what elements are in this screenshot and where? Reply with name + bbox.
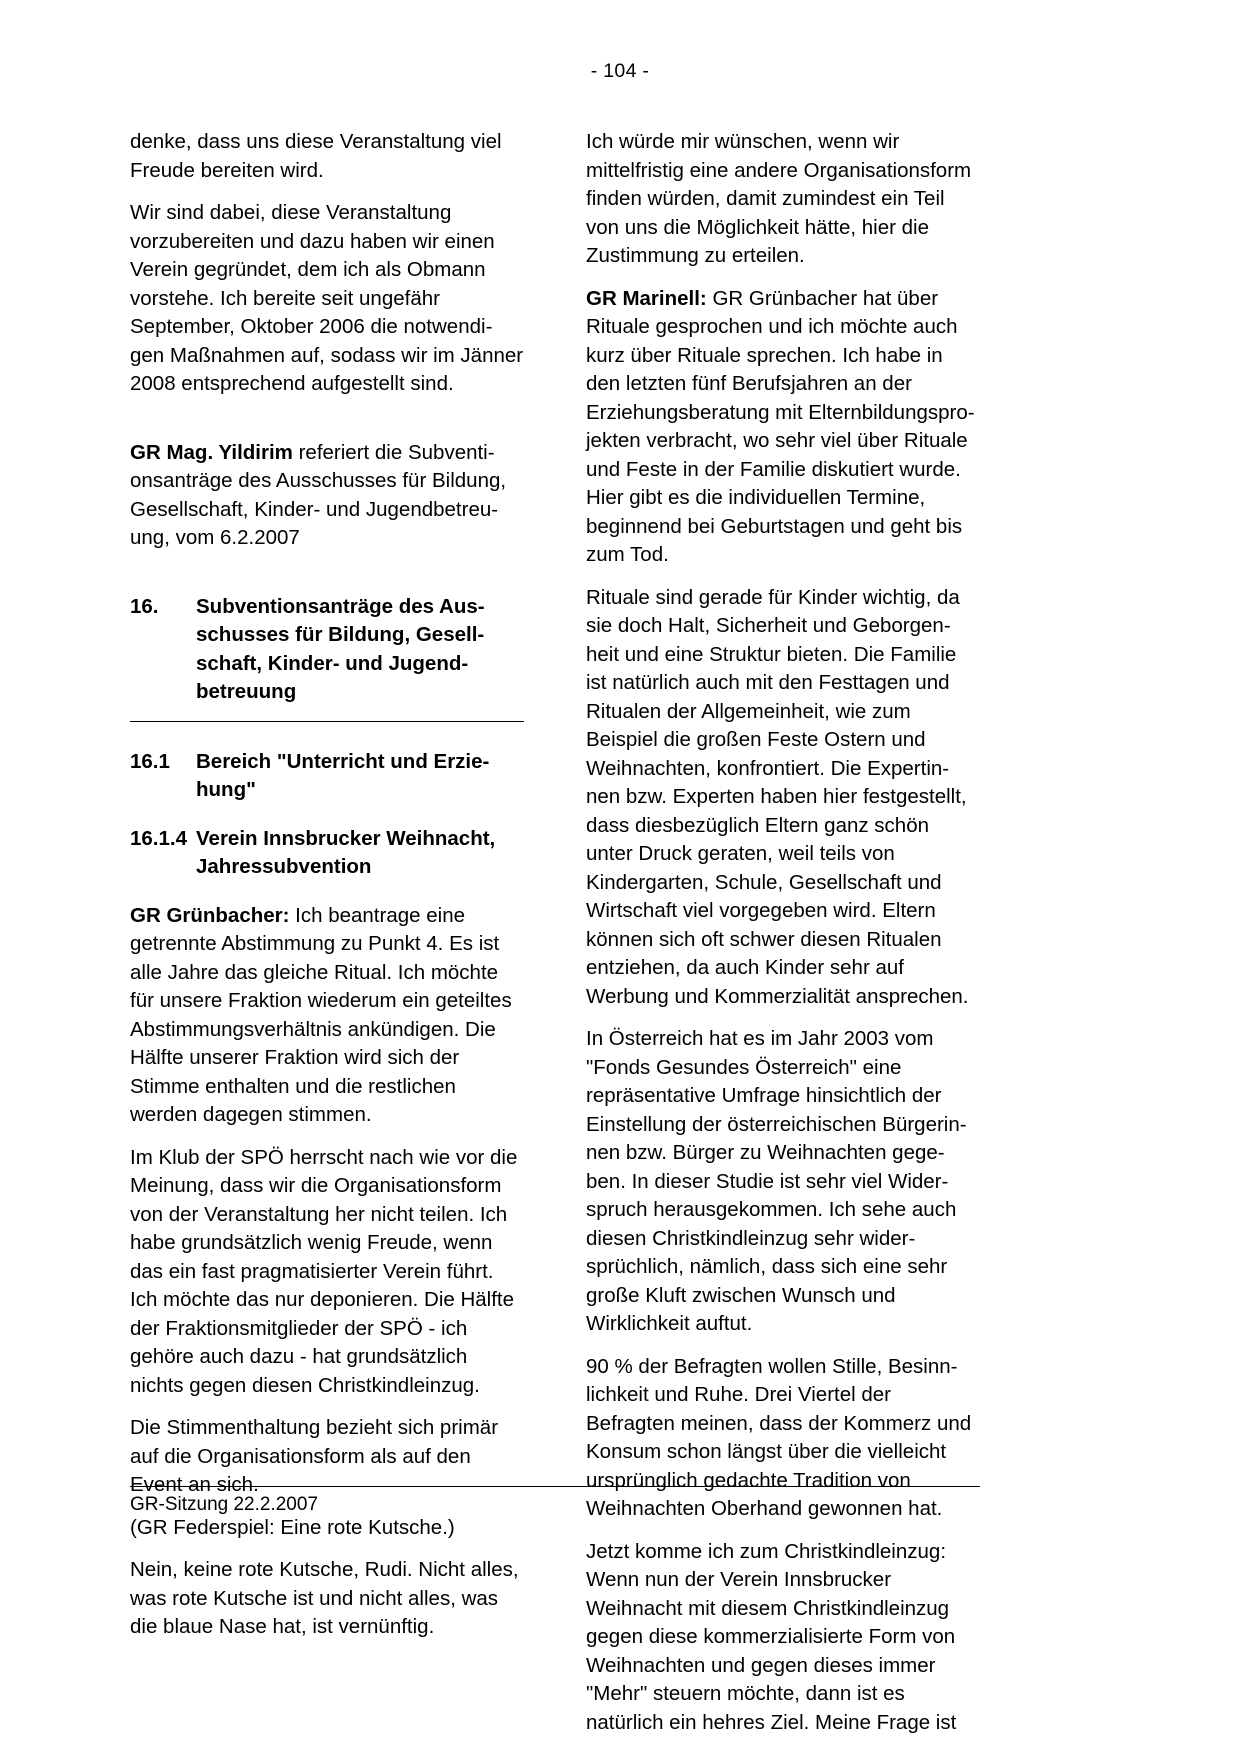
paragraph: In Österreich hat es im Jahr 2003 vom "Fonds Gesundes Österreich" eine repräsentative Umfrage hinsichtlich der Einstellung der österreichischen Bürgerin-nen bzw. Bürger zu Weihnachten gege-ben. In dieser Studie ist sehr viel Wider-spruch herausgekommen. Ich sehe auch diesen Christkindleinzug sehr wider-sprüchlich, nämlich, dass sich eine sehr große Kluft zwischen Wunsch und Wirklichkeit auftut. — [586, 1027, 967, 1335]
footer-text: GR-Sitzung 22.2.2007 — [130, 1494, 319, 1515]
paragraph: Rituale sind gerade für Kinder wichtig, da sie doch Halt, Sicherheit und Geborgen-heit und eine Struktur bieten. Die Familie ist natürlich auch mit den Festtagen und Ritualen der Allgemeinheit, wie zum Beispiel die großen Feste Ostern und Weihnachten, konfrontiert. Die Expertin-nen bzw. Experten haben hier festgestellt, dass diesbezüglich Eltern ganz schön unter Druck geraten, weil teils von Kindergarten, Schule, Gesellschaft und Wirtschaft viel vorgegeben wird. Eltern können sich oft schwer diesen Ritualen entziehen, da auch Kinder sehr auf Werbung und Kommerzialität ansprechen. — [586, 585, 969, 1008]
paragraph: Ich würde mir wünschen, wenn wir mittelfristig eine andere Organisationsform finden würden, damit zumindest ein Teil von uns die Möglichkeit hätte, hier die Zustimmung zu erteilen. — [586, 130, 972, 267]
heading-16-1-4-title: Verein Innsbrucker Weihnacht, Jahressubvention — [196, 826, 496, 878]
speaker-text: Ich beantrage eine getrennte Abstimmung zu Punkt 4. Es ist alle Jahre das gleiche Ritual. Ich möchte für unsere Fraktion wiederum ein geteiltes Abstimmungsverhältnis ankündigen. Die Hälfte unserer Fraktion wird sich der Stimme enthalten und die restlichen werden dagegen stimmen. — [130, 903, 512, 1126]
paragraph: 90 % der Befragten wollen Stille, Besinn-lichkeit und Ruhe. Drei Viertel der Befragten meinen, dass der Kommerz und Konsum schon längst über die vielleicht ursprünglich gedachte Tradition von Weihnachten Oberhand gewonnen hat. — [586, 1354, 972, 1520]
speaker-text: referiert die Subventi-onsanträge des Ausschusses für Bildung, Gesellschaft, Kinder- und Jugendbetreu-ung, vom 6.2.2007 — [130, 440, 507, 549]
speaker-name: GR Mag. Yildirim — [130, 440, 293, 464]
paragraph-spacer — [130, 413, 524, 439]
paragraph: denke, dass uns diese Veranstaltung viel Freude bereiten wird. — [130, 130, 502, 182]
heading-divider — [130, 721, 524, 722]
heading-16-1-4 — [130, 825, 524, 882]
speaker-paragraph-yildirim — [130, 439, 524, 553]
paragraph: Wir sind dabei, diese Veranstaltung vorzubereiten und dazu haben wir einen Verein gegründet, dem ich als Obmann vorstehe. Ich bereite seit ungefähr September, Oktober 2006 die notwendi-gen Maßnahmen auf, sodass wir im Jänner 2008 entsprechend aufgestellt sind. — [130, 201, 524, 395]
heading-spacer — [130, 805, 524, 825]
heading-16-title: Subventionsanträge des Aus-schusses für Bildung, Gesell-schaft, Kinder- und Jugend-betreuung — [196, 594, 485, 703]
speaker-text: GR Grünbacher hat über Rituale gesprochen und ich möchte auch kurz über Rituale sprechen. Ich habe in den letzten fünf Berufsjahren an der Erziehungsberatung mit Elternbildungspro-jekten verbracht, wo sehr viel über Rituale und Feste in der Familie diskutiert wurde. Hier gibt es die individuellen Termine, beginnend bei Geburtstagen und geht bis zum Tod. — [586, 286, 975, 566]
page-number: - 104 - — [590, 60, 650, 82]
heading-16 — [130, 593, 524, 707]
speaker-name: GR Marinell: — [586, 286, 707, 310]
paragraph: Die Stimmenthaltung bezieht sich primär auf die Organisationsform als auf den Event an sich. — [130, 1416, 499, 1496]
heading-spacer — [130, 882, 524, 902]
paragraph-spacer — [130, 567, 524, 593]
paragraph: Jetzt komme ich zum Christkindleinzug: Wenn nun der Verein Innsbrucker Weihnacht mit diesem Christkindleinzug gegen diese kommerzialisierte Form von Weihnachten und gegen dieses immer "Mehr" steuern möchte, dann ist es natürlich ein hehres Ziel. Meine Frage ist — [586, 1539, 957, 1734]
paragraph: Im Klub der SPÖ herrscht nach wie vor die Meinung, dass wir die Organisationsform von der Veranstaltung her nicht teilen. Ich habe grundsätzlich wenig Freude, wenn das ein fast pragmatisierter Verein führt. Ich möchte das nur deponieren. Die Hälfte der Fraktionsmitglieder der SPÖ - ich gehöre auch dazu - hat grundsätzlich nichts gegen diesen Christkindleinzug. — [130, 1145, 518, 1397]
heading-16-number: 16. — [130, 594, 159, 618]
speaker-paragraph-gruenbacher — [130, 902, 524, 1130]
heading-16-1-4-number: 16.1.4 — [130, 826, 187, 850]
heading-16-1-number: 16.1 — [130, 749, 170, 773]
paragraph-interjection: (GR Federspiel: Eine rote Kutsche.) — [130, 1515, 455, 1539]
heading-16-1 — [130, 748, 524, 805]
paragraph: Nein, keine rote Kutsche, Rudi. Nicht alles, was rote Kutsche ist und nicht alles, was die blaue Nase hat, ist vernünftig. — [130, 1558, 519, 1638]
speaker-paragraph-marinell — [586, 285, 980, 570]
speaker-name: GR Grünbacher: — [130, 903, 290, 927]
footer-divider — [130, 1486, 980, 1487]
right-column — [586, 128, 980, 1734]
heading-16-1-title: Bereich "Unterricht und Erzie-hung" — [196, 749, 490, 801]
